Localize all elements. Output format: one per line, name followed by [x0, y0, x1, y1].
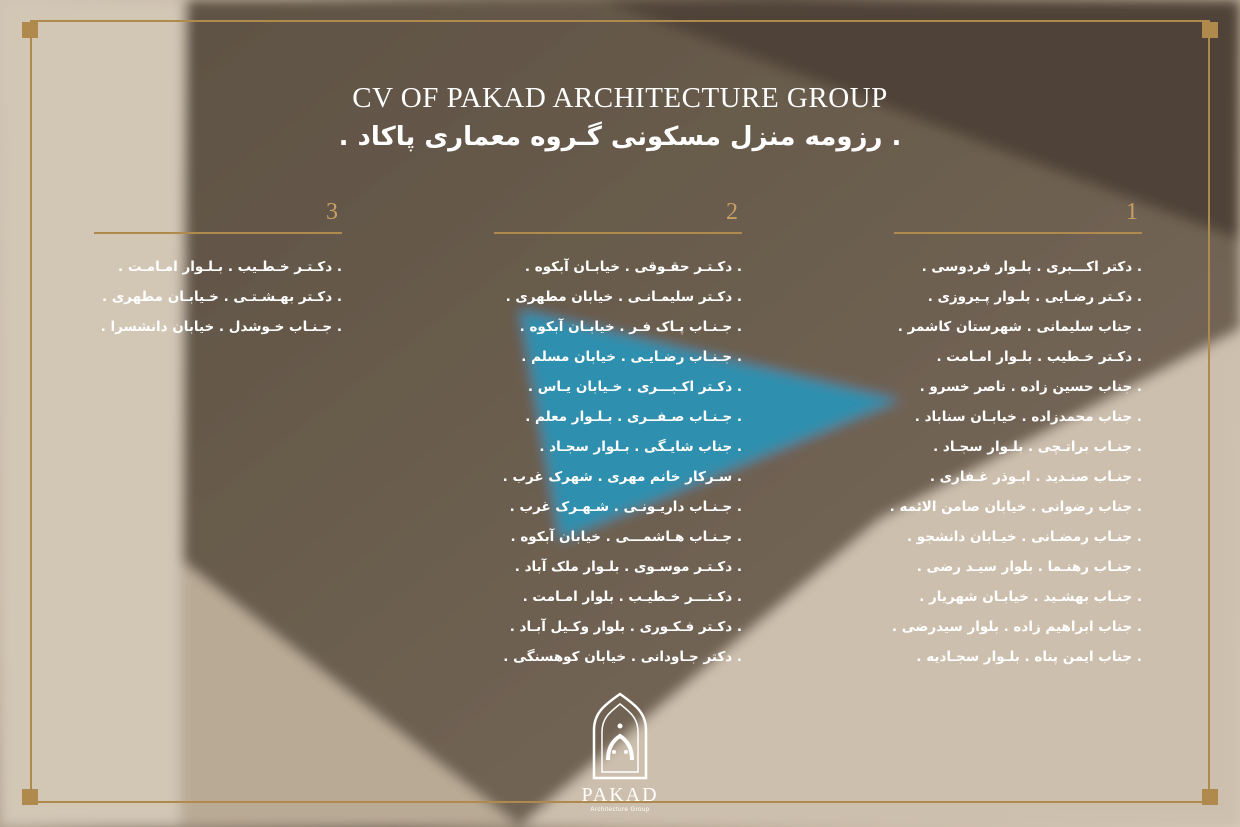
- column-number: 1: [1126, 199, 1138, 225]
- list-item: . جنـاب صنـدید . ابـوذر غـفاری .: [929, 469, 1142, 485]
- list-item: . دکـتر بهـشـتـی . خـیابـان مطهری .: [101, 289, 342, 305]
- list-item: . جـنـاب هـاشمـــی . خیابان آبکوه .: [510, 529, 742, 545]
- logo-brand-text: PAKAD: [581, 784, 659, 806]
- list-item: . جناب رضوانی . خیابان صامن الائمه .: [889, 499, 1142, 515]
- column-divider: [94, 232, 342, 234]
- list-item: . جناب سلیمانی . شهرستان کاشمر .: [897, 319, 1142, 335]
- list-item: . جـنـاب رضـایـی . خیابان مسلم .: [521, 349, 742, 365]
- list-item: . دکـتر سلیمـانـی . خیابان مطهری .: [505, 289, 742, 305]
- list-item: . دکـتر اکـبـــری . خـیابان یـاس .: [527, 379, 742, 395]
- logo-arch-mark: [578, 690, 662, 784]
- project-list: [494, 252, 742, 672]
- list-item: . جنـاب رمضـانی . خیـابان دانشجو .: [906, 529, 1142, 545]
- frame-corner-bottom-right: [1202, 789, 1218, 805]
- list-item: . جـنـاب پـاک فـر . خیابـان آبکوه .: [519, 319, 742, 335]
- column-number: 3: [326, 199, 338, 225]
- pakad-logo: [578, 690, 662, 820]
- list-item: . جنـاب رهنـما . بلوار سیـد رضی .: [916, 559, 1142, 575]
- list-item: . دکـتـر خـطـیب . بـلـوار امـامـت .: [117, 259, 342, 275]
- project-list: [94, 252, 342, 342]
- list-item: . دکـتـر حقـوقی . خیابـان آبکوه .: [524, 259, 742, 275]
- list-item: . جناب ایمن پناه . بلـوار سجـادیه .: [916, 649, 1142, 665]
- logo-subtitle: Architecture Group: [590, 807, 650, 813]
- column-divider: [494, 232, 742, 234]
- list-item: . دکتر جـاودانی . خیابان کوهسنگی .: [503, 649, 742, 665]
- column-3: [94, 196, 342, 342]
- list-item: . جنـاب براتـچی . بلـوار سجـاد .: [933, 439, 1142, 455]
- list-item: . جناب شایـگی . بـلوار سجـاد .: [539, 439, 742, 455]
- list-item: . جـنـاب صـفــری . بـلـوار معلم .: [525, 409, 742, 425]
- frame-corner-top-left: [22, 22, 38, 38]
- frame-corner-top-right: [1202, 22, 1218, 38]
- column-number: 2: [726, 199, 738, 225]
- list-item: . جـنـاب داریـونـی . شـهـرک غرب .: [509, 499, 742, 515]
- frame-corner-bottom-left: [22, 789, 38, 805]
- list-item: . سـرکار خانم مهری . شهرک غرب .: [502, 469, 742, 485]
- column-divider: [894, 232, 1142, 234]
- list-item: . دکـتر فـکـوری . بلوار وکـیل آبـاد .: [509, 619, 742, 635]
- column-2: [494, 196, 742, 672]
- list-item: . جناب محمدزاده . خیابـان سناباد .: [914, 409, 1142, 425]
- list-item: . جناب ابراهیم زاده . بلوار سیدرضی .: [891, 619, 1142, 635]
- list-item: . جـنـاب خـوشدل . خیابان دانشسرا .: [100, 319, 342, 335]
- list-item: . دکـتـر موسـوی . بلـوار ملک آباد .: [514, 559, 742, 575]
- list-item: . دکتر اکـــبری . بلـوار فردوسی .: [921, 259, 1142, 275]
- project-list: [889, 252, 1142, 672]
- list-item: . دکـتر خـطیب . بلـوار امـامت .: [936, 349, 1142, 365]
- list-item: . جناب حسین زاده . ناصر خسرو .: [919, 379, 1142, 395]
- title-english: CV OF PAKAD ARCHITECTURE GROUP: [352, 82, 888, 114]
- list-item: . دکـتر رضـایی . بلـوار پـیروزی .: [927, 289, 1142, 305]
- title-persian: . رزومه منزل مسکونی گـروه معماری پاکاد .: [338, 122, 902, 152]
- list-item: . دکـتـــر خـطیـب . بلوار امـامت .: [522, 589, 742, 605]
- column-1: [889, 196, 1142, 672]
- list-item: . جنـاب بهشـید . خیابـان شهریار .: [919, 589, 1142, 605]
